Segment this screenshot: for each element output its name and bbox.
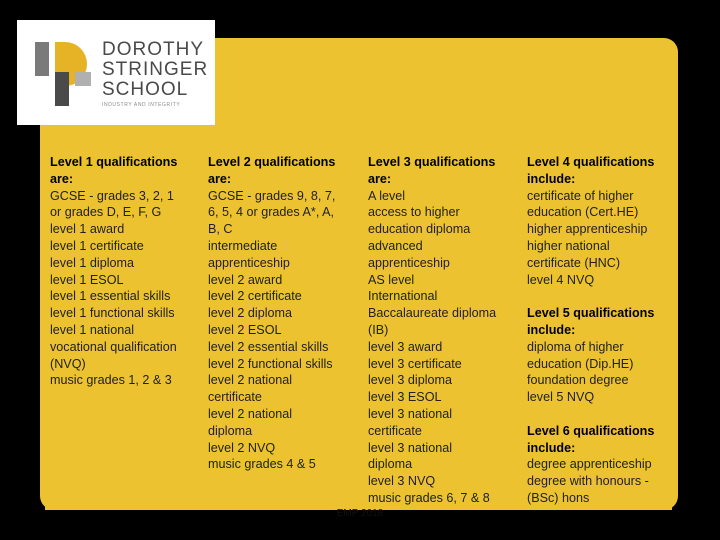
level-4-6-column <box>522 152 672 510</box>
school-crest-icon <box>35 42 91 106</box>
list-item: level 1 essential skills <box>50 289 171 304</box>
list-item: level 2 national <box>208 373 293 388</box>
list-item: level 2 national <box>208 406 293 421</box>
list-item: level 3 award <box>368 339 443 354</box>
list-item: level 2 functional skills <box>208 356 333 371</box>
list-item: level 3 national <box>368 406 453 421</box>
level-2-column <box>203 152 358 510</box>
list-item: level 1 award <box>50 222 125 237</box>
section-spacer <box>527 406 672 423</box>
list-item: level 2 ESOL <box>208 322 282 337</box>
school-tagline: INDUSTRY AND INTEGRITY <box>102 102 181 108</box>
list-item: education (Cert.HE) <box>527 205 639 220</box>
list-item: AS level <box>368 272 415 287</box>
list-item: music grades 6, 7 & 8 <box>368 490 490 505</box>
list-item: vocational qualification <box>50 339 177 354</box>
list-item: (IB) <box>368 322 389 337</box>
list-item: foundation degree <box>527 373 629 388</box>
list-item: level 4 NVQ <box>527 272 595 287</box>
list-item: level 2 NVQ <box>208 440 276 455</box>
list-item: level 3 NVQ <box>368 474 436 489</box>
list-item: B, C <box>208 222 233 237</box>
list-item: level 2 certificate <box>208 289 302 304</box>
list-item: level 2 award <box>208 272 283 287</box>
list-item: degree with honours - <box>527 474 649 489</box>
list-item: level 2 essential skills <box>208 339 329 354</box>
list-item: level 3 diploma <box>368 373 453 388</box>
list-item: (BSc) hons <box>527 490 590 505</box>
level-5-heading: include: <box>527 322 576 337</box>
level-1-heading: are: <box>50 171 74 186</box>
level-3-column <box>363 152 515 510</box>
list-item: degree apprenticeship <box>527 457 652 472</box>
list-item: GCSE - grades 9, 8, 7, <box>208 188 336 203</box>
list-item: certificate of higher <box>527 188 634 203</box>
list-item: certificate <box>368 423 422 438</box>
list-item: diploma of higher <box>527 339 624 354</box>
list-item: apprenticeship <box>208 255 290 270</box>
list-item: level 1 national <box>50 322 135 337</box>
list-item: certificate <box>208 390 262 405</box>
level-4-heading: include: <box>527 171 576 186</box>
list-item: certificate (HNC) <box>527 255 621 270</box>
list-item: level 1 ESOL <box>50 272 124 287</box>
list-item: level 5 NVQ <box>527 390 595 405</box>
list-item: apprenticeship <box>368 255 450 270</box>
list-item: International <box>368 289 438 304</box>
list-item: access to higher <box>368 205 460 220</box>
level-4-heading: Level 4 qualifications <box>527 155 655 169</box>
list-item: level 1 functional skills <box>50 306 175 321</box>
list-item: level 1 diploma <box>50 255 135 270</box>
list-item: 6, 5, 4 or grades A*, A, <box>208 205 335 220</box>
level-5-heading: Level 5 qualifications <box>527 306 655 321</box>
level-3-heading: Level 3 qualifications <box>368 155 496 169</box>
level-6-heading: Level 6 qualifications <box>527 423 655 438</box>
list-item: level 1 certificate <box>50 238 144 253</box>
list-item: (NVQ) <box>50 356 86 371</box>
school-name: DOROTHY STRINGER SCHOOL <box>102 39 209 100</box>
list-item: diploma <box>368 457 413 472</box>
list-item: education (Dip.HE) <box>527 356 634 371</box>
list-item: higher apprenticeship <box>527 222 648 237</box>
list-item: level 3 national <box>368 440 453 455</box>
level-6-heading: include: <box>527 440 576 455</box>
level-1-column <box>45 152 195 510</box>
list-item: level 3 certificate <box>368 356 462 371</box>
footer-text: EMP 2018 <box>336 508 384 519</box>
list-item: music grades 4 & 5 <box>208 457 316 472</box>
school-logo <box>17 20 215 125</box>
list-item: Baccalaureate diploma <box>368 306 497 321</box>
level-2-heading: Level 2 qualifications <box>208 155 336 169</box>
level-2-heading: are: <box>208 171 232 186</box>
list-item: higher national <box>527 238 610 253</box>
list-item: A level <box>368 188 406 203</box>
level-1-heading: Level 1 qualifications <box>50 155 178 169</box>
list-item: music grades 1, 2 & 3 <box>50 373 172 388</box>
list-item: level 2 diploma <box>208 306 293 321</box>
list-item: diploma <box>208 423 253 438</box>
list-item: GCSE - grades 3, 2, 1 <box>50 188 174 203</box>
list-item: advanced <box>368 238 423 253</box>
list-item: level 3 ESOL <box>368 390 442 405</box>
list-item: intermediate <box>208 238 278 253</box>
list-item: or grades D, E, F, G <box>50 205 162 220</box>
level-3-heading: are: <box>368 171 392 186</box>
section-spacer <box>527 288 672 305</box>
list-item: education diploma <box>368 222 471 237</box>
